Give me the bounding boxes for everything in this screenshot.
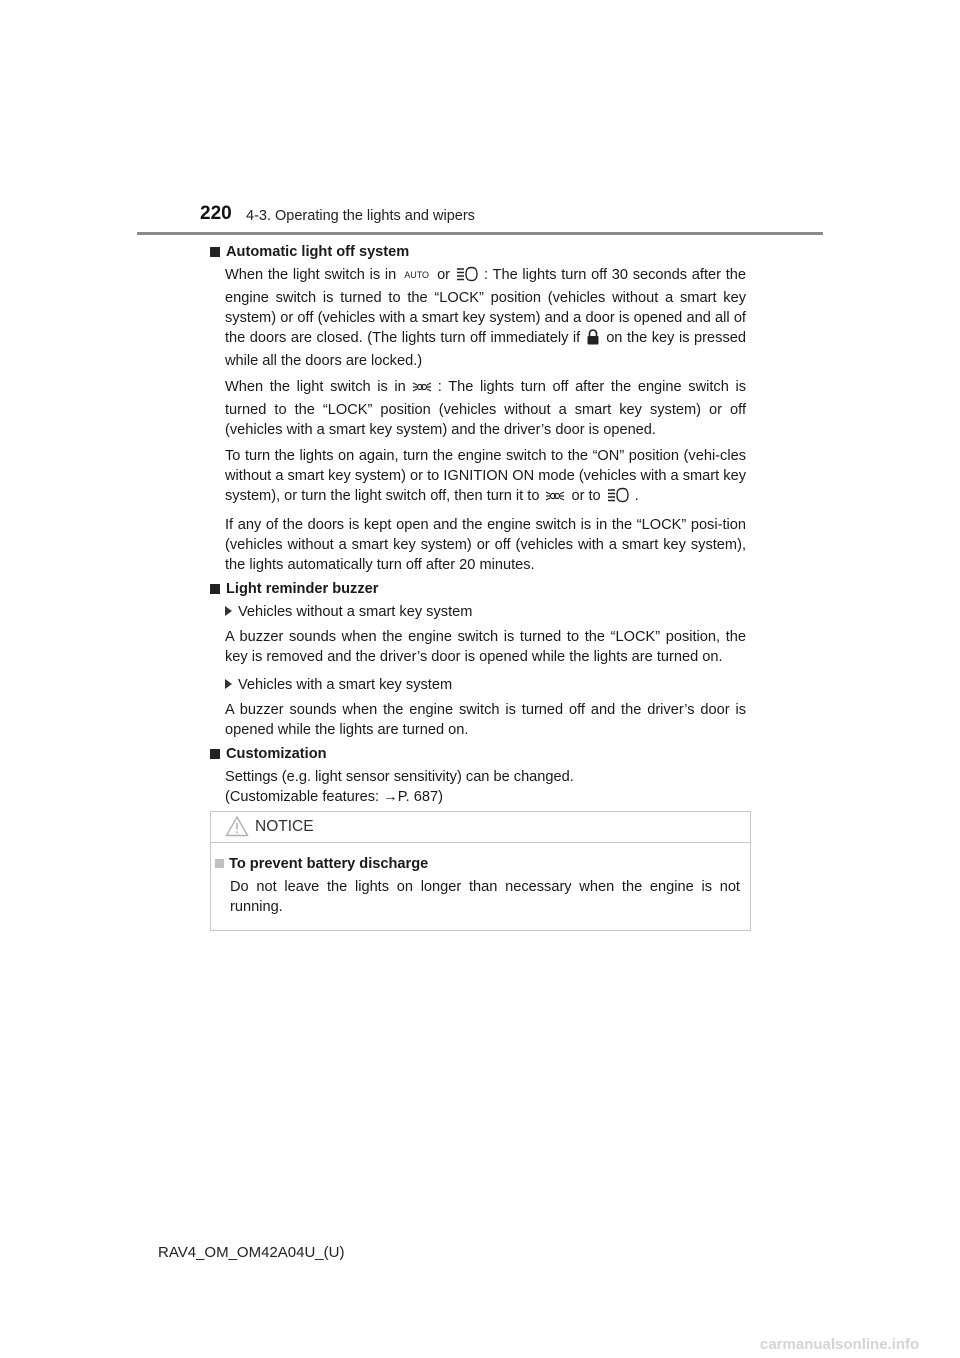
heading-light-reminder-buzzer: Light reminder buzzer — [210, 579, 746, 599]
page-header — [0, 0, 960, 240]
paragraph-auto-off-4: If any of the doors is kept open and the engine switch is in the “LOCK” posi-tion (vehicles without a smart key system) or off (vehicles with a smart key system), the lights automatically turn off after 20 minutes. — [225, 517, 746, 573]
notice-header — [211, 812, 750, 843]
notice-box — [210, 811, 751, 931]
square-bullet-icon — [210, 584, 220, 594]
paragraph-reminder-1: A buzzer sounds when the engine switch is turned to the “LOCK” position, the key is removed and the driver’s door is opened while the lights are turned on. — [225, 629, 746, 665]
customization-line-1: Settings (e.g. light sensor sensitivity) can be changed. — [225, 769, 574, 785]
main-content — [210, 242, 746, 813]
paragraph-reminder-2: A buzzer sounds when the engine switch is turned off and the driver’s door is opened while the lights are turned on. — [225, 702, 746, 738]
square-bullet-icon — [210, 247, 220, 257]
parking-light-icon — [545, 489, 565, 509]
auto-mode-icon: AUTO — [404, 270, 430, 280]
headlight-icon — [456, 266, 478, 288]
watermark: carmanualsonline.info — [760, 1336, 920, 1353]
lock-icon — [586, 329, 600, 351]
triangle-bullet-icon — [225, 679, 232, 689]
header-rule — [137, 232, 823, 235]
triangle-bullet-icon — [225, 606, 232, 616]
headlight-icon — [607, 487, 629, 509]
notice-title: NOTICE — [255, 818, 314, 835]
paragraph-auto-off-1: When the light switch is in AUTO or : The lights turn off 30 seconds after the engine switch is turned to the “LOCK” position (vehicles without a smart key system) or off (vehicles with a smart key system) and a door is opened and all of the doors are closed. (The lights turn off immediately if on the key is pressed while all the doors are locked.) — [225, 267, 746, 369]
heading-customization: Customization — [210, 744, 746, 764]
parking-light-icon — [412, 380, 432, 400]
square-bullet-icon — [215, 859, 224, 868]
notice-body — [211, 854, 750, 917]
bullet-with-smart-key: Vehicles with a smart key system — [210, 675, 746, 695]
paragraph-auto-off-3: To turn the lights on again, turn the engine switch to the “ON” position (vehi-cles without a smart key system) or to IGNITION ON mode (vehicles with a smart key system), or turn the light switch off, then turn it to or to . — [210, 446, 746, 509]
paragraph-auto-off-2: When the light switch is in : The lights turn off after the engine switch is turned to the “LOCK” position (vehicles without a smart key system) or off (vehicles with a smart key system) and the driver’s door is opened. — [225, 379, 746, 438]
notice-text: Do not leave the lights on longer than necessary when the engine is not running. — [230, 879, 740, 915]
square-bullet-icon — [210, 749, 220, 759]
warning-triangle-icon — [225, 815, 249, 842]
section-title: 4-3. Operating the lights and wipers — [246, 208, 475, 224]
customization-line-2: (Customizable features: →P. 687) — [225, 789, 443, 805]
page-number: 220 — [200, 203, 232, 224]
bullet-without-smart-key: Vehicles without a smart key system — [210, 602, 746, 622]
notice-heading: To prevent battery discharge — [211, 854, 750, 874]
footer-code: RAV4_OM_OM42A04U_(U) — [158, 1244, 345, 1261]
heading-automatic-light-off: Automatic light off system — [210, 242, 746, 262]
